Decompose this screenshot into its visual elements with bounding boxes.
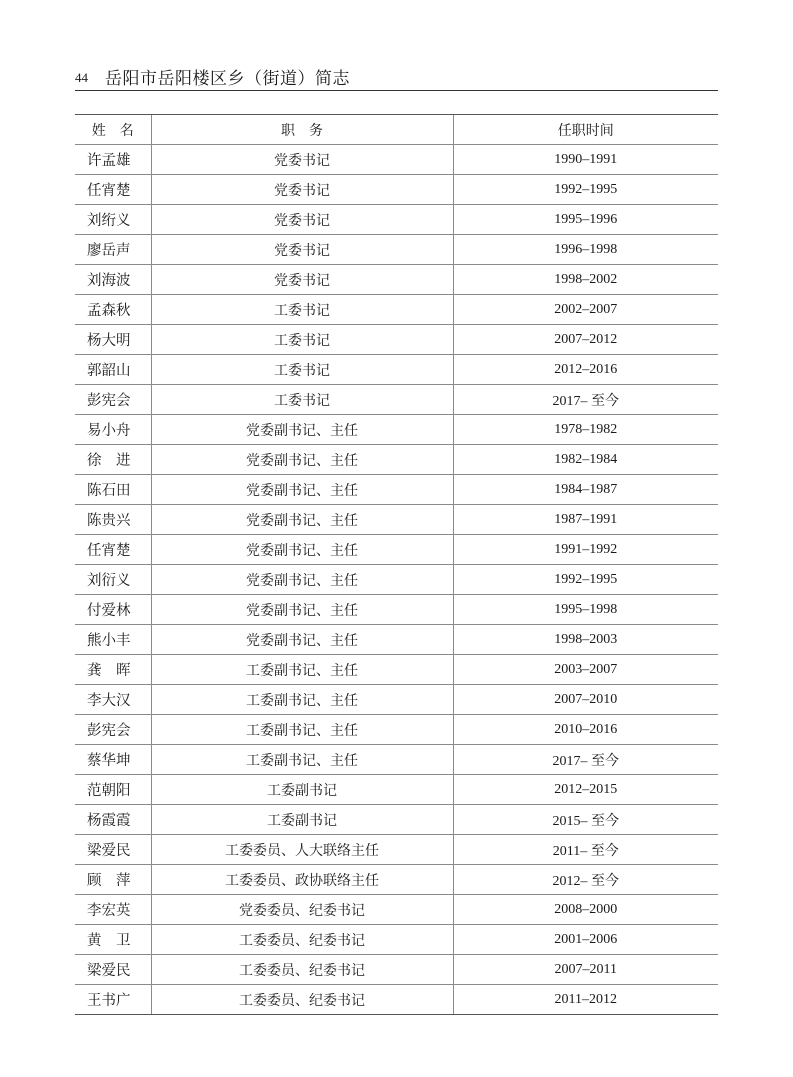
table-row — [75, 295, 718, 325]
position-cell: 党委书记 — [151, 175, 453, 205]
position-cell: 党委委员、纪委书记 — [151, 895, 453, 925]
table-row — [75, 175, 718, 205]
term-cell: 1991–1992 — [453, 535, 718, 565]
term-cell: 1978–1982 — [453, 415, 718, 445]
officials-table — [75, 114, 718, 1015]
term-cell: 1995–1998 — [453, 595, 718, 625]
position-cell: 工委副书记、主任 — [151, 715, 453, 745]
term-cell: 2017– 至今 — [453, 745, 718, 775]
term-cell: 2001–2006 — [453, 925, 718, 955]
position-cell: 党委副书记、主任 — [151, 535, 453, 565]
position-cell: 党委副书记、主任 — [151, 625, 453, 655]
table-row — [75, 445, 718, 475]
name-cell: 杨霞霞 — [75, 805, 151, 835]
position-cell: 党委副书记、主任 — [151, 415, 453, 445]
term-cell: 1998–2003 — [453, 625, 718, 655]
term-cell: 2011– 至今 — [453, 835, 718, 865]
table-row — [75, 715, 718, 745]
position-cell: 工委委员、纪委书记 — [151, 925, 453, 955]
term-cell: 1995–1996 — [453, 205, 718, 235]
position-cell: 工委副书记 — [151, 805, 453, 835]
page-number: 44 — [75, 70, 88, 85]
name-cell: 刘衍义 — [75, 565, 151, 595]
name-cell: 陈贵兴 — [75, 505, 151, 535]
table-row — [75, 235, 718, 265]
table-row — [75, 475, 718, 505]
table-row — [75, 205, 718, 235]
term-cell: 2002–2007 — [453, 295, 718, 325]
position-cell: 工委书记 — [151, 295, 453, 325]
term-cell: 2007–2011 — [453, 955, 718, 985]
term-cell: 1992–1995 — [453, 565, 718, 595]
name-cell: 龚 晖 — [75, 655, 151, 685]
position-cell: 工委副书记、主任 — [151, 685, 453, 715]
name-cell: 刘绗义 — [75, 205, 151, 235]
name-cell: 范朝阳 — [75, 775, 151, 805]
position-cell: 工委副书记、主任 — [151, 655, 453, 685]
name-cell: 蔡华坤 — [75, 745, 151, 775]
term-cell: 2010–2016 — [453, 715, 718, 745]
name-cell: 彭宪会 — [75, 715, 151, 745]
term-cell: 2007–2012 — [453, 325, 718, 355]
name-cell: 郭韶山 — [75, 355, 151, 385]
term-cell: 1990–1991 — [453, 145, 718, 175]
term-cell: 2015– 至今 — [453, 805, 718, 835]
table-row — [75, 775, 718, 805]
table-row — [75, 415, 718, 445]
table-row — [75, 655, 718, 685]
position-cell: 党委书记 — [151, 205, 453, 235]
table-body — [75, 145, 718, 1015]
name-cell: 杨大明 — [75, 325, 151, 355]
name-cell: 廖岳声 — [75, 235, 151, 265]
position-cell: 党委副书记、主任 — [151, 565, 453, 595]
position-cell: 工委副书记、主任 — [151, 745, 453, 775]
table-row — [75, 325, 718, 355]
name-cell: 李宏英 — [75, 895, 151, 925]
table-row — [75, 805, 718, 835]
table-row — [75, 745, 718, 775]
name-cell: 黄 卫 — [75, 925, 151, 955]
page-title: 岳阳市岳阳楼区乡（街道）简志 — [105, 69, 350, 89]
position-cell: 工委书记 — [151, 325, 453, 355]
table-row — [75, 955, 718, 985]
table-row — [75, 625, 718, 655]
name-cell: 许孟雄 — [75, 145, 151, 175]
column-header-position: 职 务 — [151, 115, 453, 145]
table-row — [75, 355, 718, 385]
position-cell: 党委副书记、主任 — [151, 595, 453, 625]
name-cell: 陈石田 — [75, 475, 151, 505]
table-row — [75, 925, 718, 955]
name-cell: 梁爱民 — [75, 835, 151, 865]
table-row — [75, 865, 718, 895]
name-cell: 顾 萍 — [75, 865, 151, 895]
term-cell: 1987–1991 — [453, 505, 718, 535]
term-cell: 2008–2000 — [453, 895, 718, 925]
name-cell: 刘海波 — [75, 265, 151, 295]
position-cell: 工委委员、纪委书记 — [151, 985, 453, 1015]
name-cell: 熊小丰 — [75, 625, 151, 655]
name-cell: 易小舟 — [75, 415, 151, 445]
name-cell: 付爱林 — [75, 595, 151, 625]
table-row — [75, 595, 718, 625]
position-cell: 党委副书记、主任 — [151, 445, 453, 475]
term-cell: 2011–2012 — [453, 985, 718, 1015]
table-row — [75, 535, 718, 565]
table-row — [75, 505, 718, 535]
position-cell: 党委书记 — [151, 235, 453, 265]
table-row — [75, 145, 718, 175]
table-row — [75, 835, 718, 865]
table-row — [75, 385, 718, 415]
name-cell: 李大汉 — [75, 685, 151, 715]
name-cell: 徐 进 — [75, 445, 151, 475]
term-cell: 1992–1995 — [453, 175, 718, 205]
name-cell: 任宵楚 — [75, 535, 151, 565]
position-cell: 党委书记 — [151, 265, 453, 295]
position-cell: 党委副书记、主任 — [151, 475, 453, 505]
position-cell: 工委委员、纪委书记 — [151, 955, 453, 985]
table-row — [75, 565, 718, 595]
term-cell: 1998–2002 — [453, 265, 718, 295]
table-row — [75, 895, 718, 925]
table-row — [75, 265, 718, 295]
table-row — [75, 985, 718, 1015]
term-cell: 1996–1998 — [453, 235, 718, 265]
position-cell: 工委书记 — [151, 385, 453, 415]
name-cell: 梁爱民 — [75, 955, 151, 985]
column-header-name: 姓 名 — [75, 115, 151, 145]
term-cell: 2012– 至今 — [453, 865, 718, 895]
name-cell: 王书广 — [75, 985, 151, 1015]
position-cell: 工委副书记 — [151, 775, 453, 805]
term-cell: 2012–2015 — [453, 775, 718, 805]
table-header-row — [75, 115, 718, 145]
term-cell: 2007–2010 — [453, 685, 718, 715]
term-cell: 1984–1987 — [453, 475, 718, 505]
position-cell: 工委委员、政协联络主任 — [151, 865, 453, 895]
term-cell: 1982–1984 — [453, 445, 718, 475]
term-cell: 2012–2016 — [453, 355, 718, 385]
column-header-term: 任职时间 — [453, 115, 718, 145]
name-cell: 彭宪会 — [75, 385, 151, 415]
position-cell: 党委书记 — [151, 145, 453, 175]
position-cell: 工委书记 — [151, 355, 453, 385]
name-cell: 任宵楚 — [75, 175, 151, 205]
term-cell: 2017– 至今 — [453, 385, 718, 415]
position-cell: 党委副书记、主任 — [151, 505, 453, 535]
term-cell: 2003–2007 — [453, 655, 718, 685]
name-cell: 孟森秋 — [75, 295, 151, 325]
position-cell: 工委委员、人大联络主任 — [151, 835, 453, 865]
table-row — [75, 685, 718, 715]
page-header — [75, 62, 718, 91]
